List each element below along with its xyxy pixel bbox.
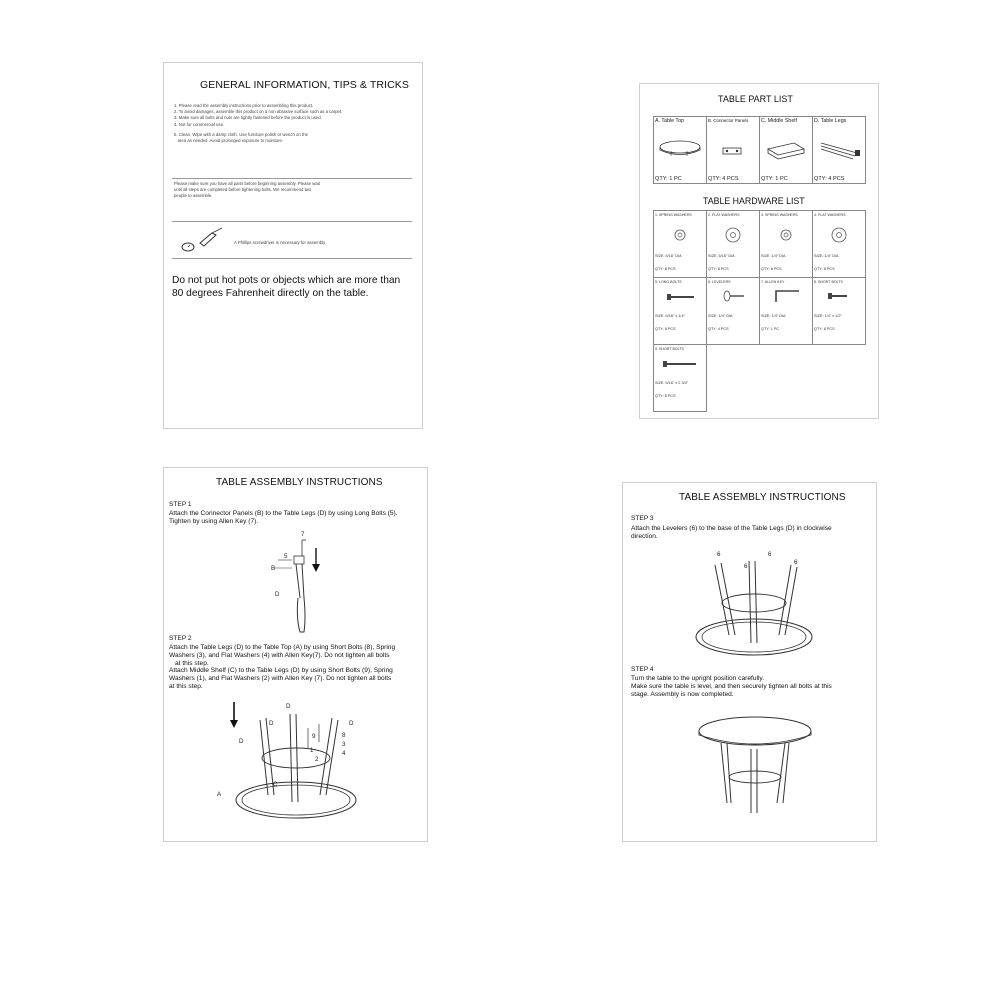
assembly-page-2 (622, 482, 877, 842)
check-note (174, 181, 414, 200)
hardware-cell (654, 345, 707, 412)
hardware-size: SIZE: 1/4" DIA (814, 254, 839, 258)
step4-diagram (695, 713, 815, 818)
step1-diagram (264, 528, 334, 638)
tips-list (174, 103, 419, 144)
middle-shelf-icon (764, 139, 808, 163)
tip-item: 5. Clean. Wipe with a damp cloth. Use furniture polish or wench on the (174, 131, 308, 137)
hardware-label: 6. LEVELERS (708, 280, 731, 284)
check-note-line: Please make sure you have all parts before beginning assembly. Please wait (174, 181, 320, 186)
tool-note: A Phillips screwdriver is necessary for assembly (234, 240, 326, 245)
tip-item: 3. Make sure all bolts and nuts are tightly fastened before the product is used. (174, 115, 322, 121)
callout-c: C (273, 781, 278, 788)
callout-6: 6 (744, 563, 748, 570)
part-qty: QTY: 1 PC (655, 176, 682, 182)
step2-text-line: Attach Middle Shelf (C) to the Table Legs (D) by using Short Bolts (9), Spring (169, 667, 393, 675)
step1-label: STEP 1 (169, 501, 192, 508)
hardware-table (653, 210, 866, 412)
hardware-size: SIZE: 1/4" x 1/2" (814, 314, 842, 318)
spring-washer-icon (779, 228, 793, 242)
allen-key-icon (773, 288, 801, 304)
hardware-qty: QTY: 8 PCS (708, 267, 729, 271)
hardware-cell (654, 211, 707, 278)
hardware-label: 5. LONG BOLTS (655, 280, 682, 284)
callout-3: 3 (342, 741, 346, 748)
leveler-icon (722, 289, 746, 303)
hardware-cell (654, 278, 707, 345)
step2-text-line: at this step. (169, 682, 203, 690)
long-bolt-icon (666, 292, 696, 302)
flat-washer-icon (724, 226, 742, 244)
hardware-qty: QTY: 8 PCS (655, 267, 676, 271)
general-info-title: GENERAL INFORMATION, TIPS & TRICKS (200, 79, 409, 91)
part-cell-connector-panels (707, 117, 760, 184)
short-bolt-icon (827, 291, 851, 301)
flat-washer-icon (830, 226, 848, 244)
part-label: D. Table Legs (814, 118, 847, 124)
step3-text-line: Attach the Levelers (6) to the base of the Table Legs (D) in clockwise (631, 525, 832, 532)
step1-text-line: Attach the Connector Panels (B) to the Table Legs (D) by using Long Bolts (5). (169, 510, 398, 517)
step4-text-line: stage. Assembly is now completed. (631, 690, 734, 698)
callout-d: D (239, 738, 244, 745)
callout-8: 8 (342, 732, 346, 739)
part-cell-table-top (654, 117, 707, 184)
hardware-label: 8. SHORT BOLTS (814, 280, 843, 284)
callout-1: 1 (310, 747, 314, 754)
hardware-label: 1. SPRING WASHERS (655, 213, 692, 217)
step1-text-line: Tighten by using Allen Key (7). (169, 517, 259, 525)
hardware-size: SIZE: 5/16" x 1/4" (655, 314, 685, 318)
assembly-title: TABLE ASSEMBLY INSTRUCTIONS (216, 477, 383, 488)
step1-text (169, 510, 424, 526)
hardware-size: SIZE: 1/4" DIA (761, 254, 786, 258)
hardware-size: SIZE: 5/16" x 2 3/4" (655, 381, 689, 385)
step2-text-line: Washers (3), and Flat Washers (4) with Allen Key(7). Do not tighten all bolts (169, 651, 390, 659)
part-qty: QTY: 1 PC (761, 176, 788, 182)
part-qty: QTY: 4 PCS (814, 176, 845, 182)
hardware-label: 9. SHORT BOLTS (655, 347, 684, 351)
step3-text-line: direction. (631, 532, 658, 540)
step4-text-line: Turn the table to the upright position carefully. (631, 675, 765, 682)
hot-objects-warning (172, 275, 422, 300)
part-label: C. Middle Shelf (761, 118, 797, 124)
step3-text (631, 525, 871, 541)
assembly-title: TABLE ASSEMBLY INSTRUCTIONS (679, 492, 846, 503)
callout-d: D (275, 591, 280, 598)
callout-7: 7 (301, 531, 305, 538)
hardware-qty: QTY: 4 PCS (708, 327, 729, 331)
assembly-page-1 (163, 467, 428, 842)
tip-item: 2. To avoid damages, assemble this product on a non abrasive surface such as a carpet. (174, 109, 343, 115)
connector-panel-icon (721, 145, 745, 157)
step2-text-line: Washers (1), and Flat Washers (2) with Allen Key (7). Do not tighten all bolts (169, 675, 392, 683)
hardware-size: SIZE: 1/4" DIA (761, 314, 786, 318)
hardware-cell (760, 278, 813, 345)
hardware-label: 2. FLAT WASHERS (708, 213, 740, 217)
hardware-qty: QTY: 8 PCS (814, 267, 835, 271)
screwdriver-icon (178, 227, 228, 257)
hardware-qty: QTY: 8 PCS (655, 394, 676, 398)
hardware-cell (813, 211, 866, 278)
short-bolt-icon (662, 359, 700, 369)
hardware-cell (707, 278, 760, 345)
callout-9: 9 (312, 733, 316, 740)
callout-4: 4 (342, 750, 346, 757)
step2-label: STEP 2 (169, 635, 192, 642)
warning-line: 80 degrees Fahrenheit directly on the table. (172, 287, 369, 299)
tip-item: area as needed. Avoid prolonged exposure to moisture. (174, 138, 284, 144)
divider (172, 221, 412, 222)
callout-5: 5 (284, 553, 288, 560)
hardware-label: 3. SPRING WASHERS (761, 213, 798, 217)
callout-d: D (286, 703, 291, 710)
part-label: B. Connector Panels (708, 118, 749, 123)
check-note-line: people to assemble. (174, 193, 213, 199)
callout-6: 6 (717, 551, 721, 558)
hardware-qty: QTY: 8 PCS (761, 267, 782, 271)
hardware-cell (813, 278, 866, 345)
hardware-size: SIZE: 5/16" DIA (655, 254, 682, 258)
step4-label: STEP 4 (631, 666, 654, 673)
callout-d: D (349, 720, 354, 727)
hardware-label: 7. ALLEN KEY (761, 280, 785, 284)
table-legs-icon (817, 137, 863, 161)
step4-text-line: Make sure the table is level, and then securely tighten all bolts at this (631, 682, 832, 690)
part-label: A. Table Top (655, 118, 684, 124)
callout-6: 6 (768, 551, 772, 558)
general-info-page (163, 62, 423, 429)
part-list-title: TABLE PART LIST (718, 94, 793, 104)
table-top-icon (657, 139, 703, 159)
step2-text-line: at this step. (175, 659, 209, 667)
step2-text-line: Attach the Table Legs (D) to the Table Top (A) by using Short Bolts (8), Spring (169, 644, 396, 651)
part-cell-table-legs (813, 117, 866, 184)
tip-item: 1. Please read the assembly instructions prior to assembling this product. (174, 103, 314, 108)
step3-label: STEP 3 (631, 515, 654, 522)
part-list-page (639, 83, 879, 419)
divider (172, 258, 412, 259)
hardware-cell (760, 211, 813, 278)
hardware-label: 4. FLAT WASHERS (814, 213, 846, 217)
callout-6: 6 (794, 559, 798, 566)
callout-b: B (271, 565, 276, 572)
hardware-size: SIZE: 5/16" DIA (708, 254, 735, 258)
callout-a: A (217, 791, 222, 798)
step2-text (169, 644, 427, 691)
step4-text (631, 675, 873, 698)
spring-washer-icon (673, 228, 687, 242)
hardware-qty: QTY: 8 PCS (814, 327, 835, 331)
hardware-qty: QTY: 1 PC (761, 327, 780, 331)
warning-line: Do not put hot pots or objects which are more than (172, 275, 401, 286)
divider (172, 178, 412, 179)
hardware-list-title: TABLE HARDWARE LIST (703, 196, 805, 206)
hardware-cell (707, 211, 760, 278)
tip-item: 4. Not for commercial use. (174, 121, 225, 127)
callout-d: D (269, 720, 274, 727)
hardware-qty: QTY: 8 PCS (655, 327, 676, 331)
parts-table (653, 116, 866, 184)
callout-2: 2 (315, 756, 319, 763)
hardware-size: SIZE: 1/4" DIA (708, 314, 733, 318)
check-note-line: until all steps are completed before tightening bolts. We recommend two (174, 187, 312, 193)
step3-diagram (689, 551, 819, 661)
part-cell-middle-shelf (760, 117, 813, 184)
part-qty: QTY: 4 PCS (708, 176, 739, 182)
